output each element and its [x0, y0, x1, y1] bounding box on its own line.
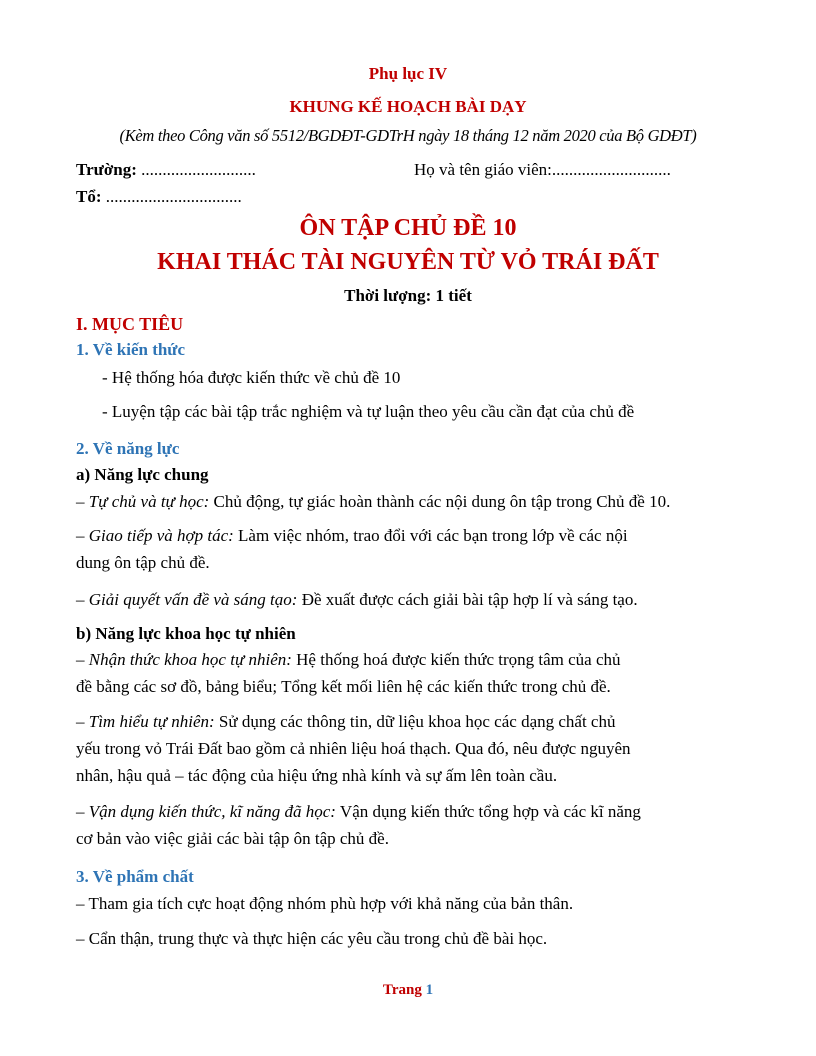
objectives-heading: I. MỤC TIÊU: [76, 314, 184, 334]
page-label: Trang: [382, 982, 422, 998]
knowledge-item: - Luyện tập các bài tập trắc nghiệm và tự luận theo yêu cầu cần đạt của chủ đề: [102, 402, 635, 421]
quality-item: – Tham gia tích cực hoạt động nhóm phù hợp với khả năng của bản thân.: [76, 894, 574, 913]
page-footer: [0, 982, 816, 999]
communication-item: [76, 526, 628, 546]
quality-item: – Cẩn thận, trung thực và thực hiện các yêu cầu trong chủ đề bài học.: [76, 929, 548, 948]
frame-title: KHUNG KẾ HOẠCH BÀI DẠY: [289, 97, 527, 116]
team-field: [76, 187, 242, 207]
awareness-item: [76, 650, 621, 670]
apply-text: Vận dụng kiến thức tổng hợp và các kĩ năng: [335, 802, 641, 821]
school-label: Trường:: [76, 160, 137, 179]
awareness-text-cont: đề bằng các sơ đồ, bảng biểu; Tổng kết mối liên hệ các kiến thức trong chủ đề.: [76, 677, 611, 696]
review-title: ÔN TẬP CHỦ ĐỀ 10: [299, 215, 517, 241]
team-value: ................................: [101, 187, 242, 206]
explore-item: [76, 712, 615, 732]
explore-text: Sử dụng các thông tin, dữ liệu khoa học các dạng chất chủ: [214, 712, 616, 731]
teacher-field: [414, 160, 671, 180]
teacher-value: ............................: [551, 160, 671, 179]
team-label: Tổ:: [76, 187, 102, 206]
awareness-text: Hệ thống hoá được kiến thức trọng tâm của chủ: [291, 650, 621, 669]
self-study-item: [76, 492, 670, 512]
explore-text-cont: yếu trong vỏ Trái Đất bao gồm cả nhiên liệu hoá thạch. Qua đó, nêu được nguyên: [76, 739, 631, 758]
appendix-label: Phụ lục IV: [368, 64, 448, 83]
attachment-note: (Kèm theo Công văn số 5512/BGDĐT-GDTrH ngày 18 tháng 12 năm 2020 của Bộ GDĐT): [119, 126, 697, 145]
page-number: 1: [425, 982, 434, 998]
problem-solving-text: Đề xuất được cách giải bài tập hợp lí và sáng tạo.: [297, 590, 638, 609]
apply-label: – Vận dụng kiến thức, kĩ năng đã học:: [76, 802, 336, 821]
topic-title: KHAI THÁC TÀI NGUYÊN TỪ VỎ TRÁI ĐẤT: [157, 249, 659, 275]
general-competence-heading: a) Năng lực chung: [76, 465, 209, 484]
competence-heading: 2. Về năng lực: [76, 439, 180, 458]
school-value: ...........................: [136, 160, 256, 179]
knowledge-heading: 1. Về kiến thức: [76, 340, 186, 359]
problem-solving-item: [76, 590, 638, 610]
problem-solving-label: – Giải quyết vấn đề và sáng tạo:: [76, 590, 298, 609]
communication-text: Làm việc nhóm, trao đổi với các bạn trong lớp về các nội: [233, 526, 628, 545]
science-competence-heading: b) Năng lực khoa học tự nhiên: [76, 624, 296, 643]
explore-label: – Tìm hiểu tự nhiên:: [76, 712, 215, 731]
apply-item: [76, 802, 641, 822]
communication-text-cont: dung ôn tập chủ đề.: [76, 553, 210, 572]
self-study-label: – Tự chủ và tự học:: [76, 492, 210, 511]
awareness-label: – Nhận thức khoa học tự nhiên:: [76, 650, 292, 669]
duration: Thời lượng: 1 tiết: [344, 286, 472, 305]
qualities-heading: 3. Về phẩm chất: [76, 867, 194, 886]
school-field: [76, 160, 256, 180]
self-study-text: Chủ động, tự giác hoàn thành các nội dung ôn tập trong Chủ đề 10.: [209, 492, 671, 511]
communication-label: – Giao tiếp và hợp tác:: [76, 526, 234, 545]
apply-text-cont: cơ bản vào việc giải các bài tập ôn tập chủ đề.: [76, 829, 389, 848]
teacher-label: Họ và tên giáo viên:: [414, 160, 552, 179]
explore-text-cont: nhân, hậu quả – tác động của hiệu ứng nhà kính và sự ấm lên toàn cầu.: [76, 766, 558, 785]
knowledge-item: - Hệ thống hóa được kiến thức về chủ đề 10: [102, 368, 401, 387]
